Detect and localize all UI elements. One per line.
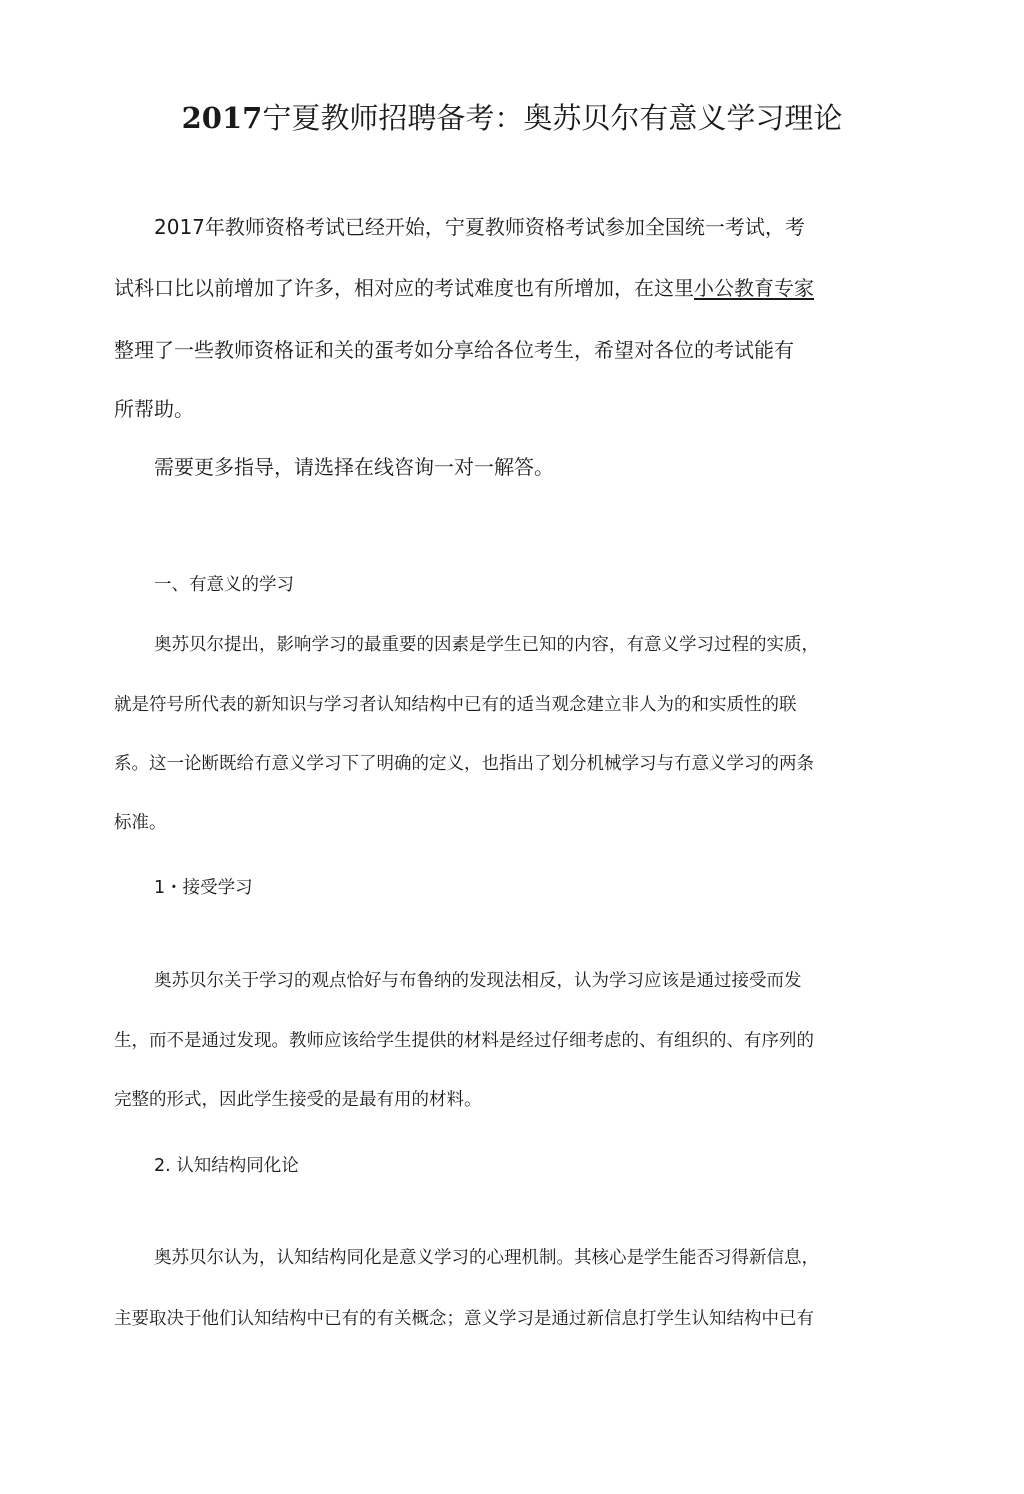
intro-line-1: 2017年教师资格考试已经开始，宁夏教师资格考试参加全国统一考试，考 <box>154 215 805 239</box>
title-text: 宁夏教师招聘备考：奥苏贝尔有意义学习理论 <box>262 101 843 135</box>
sub2-para-line-1: 奥苏贝尔认为，认知结构同化是意义学习的心理机制。其核心是学生能否习得新信息， <box>154 1248 819 1268</box>
section1-heading: 一、有意义的学习 <box>154 575 294 595</box>
sub2-heading: 2. 认知结构同化论 <box>154 1156 299 1176</box>
sub2-para-line-2: 主要取决于他们认知结构中已有的有关概念；意义学习是通过新信息打学生认知结构中已有 <box>114 1309 814 1329</box>
sub1-heading: 1・接受学习 <box>154 878 253 898</box>
document-title <box>0 98 1024 138</box>
intro-line-4: 所帮助。 <box>114 397 194 421</box>
sub1-para-line-3: 完整的形式，因此学生接受的是最有用的材料。 <box>114 1090 482 1110</box>
guide-line: 需要更多指导，请选择在线咨询一对一解答。 <box>154 455 554 479</box>
section1-para-line-4: 标准。 <box>114 813 167 833</box>
expert-link[interactable]: 小公教育专家 <box>694 276 814 300</box>
title-year: 2017 <box>181 101 263 135</box>
section1-para-line-1: 奥苏贝尔提出，影响学习的最重要的因素是学生已知的内容，有意义学习过程的实质， <box>154 635 819 655</box>
section1-para-line-2: 就是符号所代表的新知识与学习者认知结构中已有的适当观念建立非人为的和实质性的联 <box>114 695 797 715</box>
section1-para-line-3: 系。这一论断既给冇意义学习下了明确的定义，也指出了划分机械学习与冇意义学习的两条 <box>114 754 814 774</box>
intro-line-2 <box>114 273 914 303</box>
intro-line-3: 整理了一些教师资格证和关的蛋考如分享给各位考生，希望对各位的考试能有 <box>114 338 794 362</box>
sub1-para-line-2: 生，而不是通过发现。教师应该给学生提供的材料是经过仔细考虑的、有组织的、有序列的 <box>114 1031 814 1051</box>
intro-line-2-text: 试科口比以前增加了许多，相对应的考试难度也有所增加，在这里 <box>114 276 694 300</box>
sub1-para-line-1: 奥苏贝尔关于学习的观点恰好与布鲁纳的发现法相反，认为学习应该是通过接受而发 <box>154 971 802 991</box>
